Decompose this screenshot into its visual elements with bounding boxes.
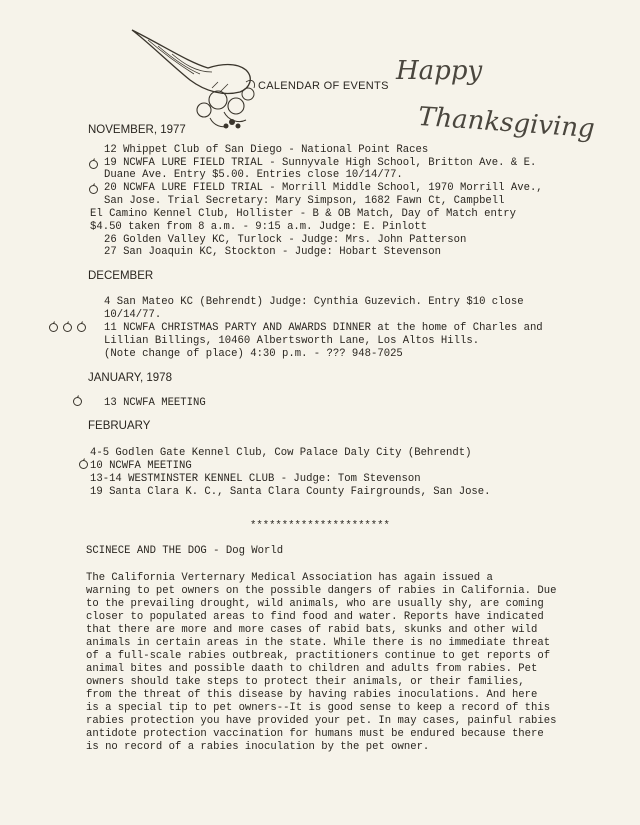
article-line: antidote protection vaccination for humans must be endured because there bbox=[86, 728, 544, 740]
event-line: 13 NCWFA MEETING bbox=[104, 397, 206, 409]
article-line: animal bites and possible daath to children and adults from rabies. Pet bbox=[86, 663, 538, 675]
calendar-title: CALENDAR OF EVENTS bbox=[258, 80, 389, 92]
event-line: Lillian Billings, 10460 Albertsworth Lane, Los Altos Hills. bbox=[104, 335, 480, 347]
event-line: 19 Santa Clara K. C., Santa Clara County Fairgrounds, San Jose. bbox=[90, 486, 491, 498]
december-heading: DECEMBER bbox=[88, 270, 154, 282]
february-heading: FEBRUARY bbox=[88, 420, 151, 432]
event-line: 4 San Mateo KC (Behrendt) Judge: Cynthia Guzevich. Entry $10 close bbox=[104, 296, 524, 308]
article-line: animals in certain areas in the state. While there is no immediate threat bbox=[86, 637, 551, 649]
article-line: The California Verternary Medical Association has again issued a bbox=[86, 572, 493, 584]
event-line: 19 NCWFA LURE FIELD TRIAL - Sunnyvale High School, Britton Ave. & E. bbox=[104, 157, 537, 169]
article-line: that there are more and more cases of rabid bats, skunks and other wild bbox=[86, 624, 538, 636]
article-line: is a special tip to pet owners--It is good sense to keep a record of this bbox=[86, 702, 551, 714]
event-line: 26 Golden Valley KC, Turlock - Judge: Mrs. John Patterson bbox=[104, 234, 467, 246]
event-line: 11 NCWFA CHRISTMAS PARTY AND AWARDS DINNER at the home of Charles and bbox=[104, 322, 543, 334]
article-line: of a full-scale rabies outbreak, practitioners continue to get reports of bbox=[86, 650, 551, 662]
event-line: 10 NCWFA MEETING bbox=[90, 460, 192, 472]
article-line: from the threat of this disease by having rabies inoculations. And here bbox=[86, 689, 538, 701]
article-title: SCINECE AND THE DOG - Dog World bbox=[86, 545, 284, 557]
apple-icon bbox=[48, 321, 59, 332]
apple-icon bbox=[76, 321, 87, 332]
article-line: is no record of a rabies inoculation by the pet owner. bbox=[86, 741, 430, 753]
apple-icon bbox=[62, 321, 73, 332]
article-line: owners should take steps to protect their animals, or their families, bbox=[86, 676, 525, 688]
event-line: 10/14/77. bbox=[104, 309, 162, 321]
apple-icon bbox=[88, 158, 99, 169]
event-line: 20 NCWFA LURE FIELD TRIAL - Morrill Middle School, 1970 Morrill Ave., bbox=[104, 182, 543, 194]
apple-icon bbox=[78, 458, 89, 469]
greeting-thanksgiving: Thanksgiving bbox=[417, 101, 596, 145]
november-heading: NOVEMBER, 1977 bbox=[88, 124, 186, 136]
section-divider: ********************** bbox=[250, 520, 390, 532]
event-line: (Note change of place) 4:30 p.m. - ??? 948-7025 bbox=[104, 348, 403, 360]
event-line: San Jose. Trial Secretary: Mary Simpson, 1682 Fawn Ct, Campbell bbox=[104, 195, 505, 207]
event-line: $4.50 taken from 8 a.m. - 9:15 a.m. Judge: E. Pinlott bbox=[90, 221, 427, 233]
apple-icon bbox=[72, 395, 83, 406]
event-line: 4-5 Godlen Gate Kennel Club, Cow Palace Daly City (Behrendt) bbox=[90, 447, 472, 459]
event-line: 12 Whippet Club of San Diego - National Point Races bbox=[104, 144, 429, 156]
article-line: closer to populated areas to find food and water. Reports have indicated bbox=[86, 611, 544, 623]
event-line: Duane Ave. Entry $5.00. Entries close 10/14/77. bbox=[104, 169, 403, 181]
event-line: El Camino Kennel Club, Hollister - B & OB Match, Day of Match entry bbox=[90, 208, 516, 220]
apple-icon bbox=[88, 183, 99, 194]
january-heading: JANUARY, 1978 bbox=[88, 372, 172, 384]
event-line: 27 San Joaquin KC, Stockton - Judge: Hobart Stevenson bbox=[104, 246, 441, 258]
greeting-happy: Happy bbox=[396, 56, 483, 86]
article-line: warning to pet owners on the possible dangers of rabies in California. Due bbox=[86, 585, 557, 597]
article-line: rabies protection you have provided your pet. In may cases, painful rabies bbox=[86, 715, 557, 727]
article-line: to the prevailing drought, wild animals, who are usually shy, are coming bbox=[86, 598, 544, 610]
event-line: 13-14 WESTMINSTER KENNEL CLUB - Judge: Tom Stevenson bbox=[90, 473, 421, 485]
cornucopia-icon bbox=[128, 22, 262, 134]
